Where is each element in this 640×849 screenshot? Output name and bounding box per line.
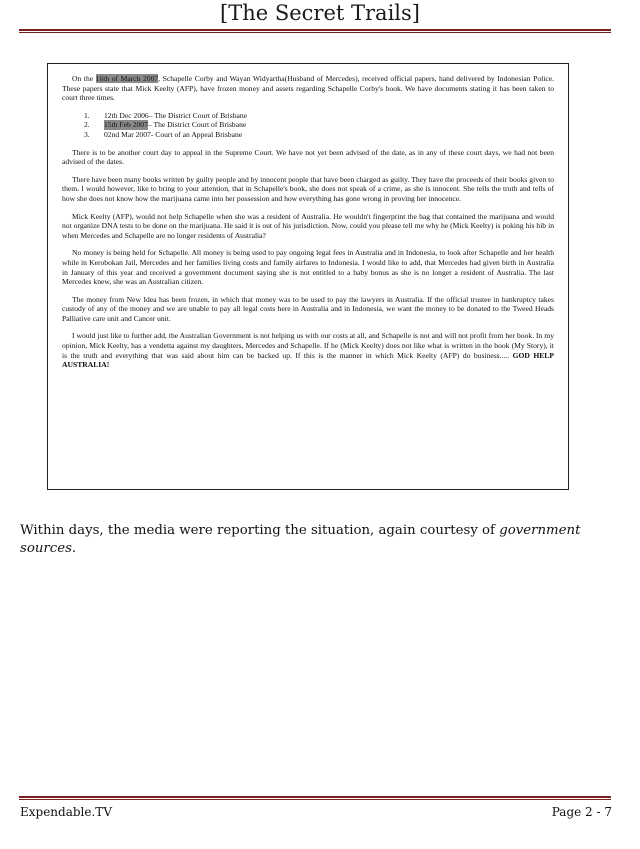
court-item-text: - Court of an Appeal Brisbane <box>150 129 243 139</box>
body-paragraph <box>20 522 616 558</box>
letter-paragraph-5: No money is being held for Schapelle. All money is being used to pay ongoing legal fees in Australia and in Indonesia, to look after Schapelle and her health while in Kerobokan Jail, Mercedes and her families living costs and family airfares to Indonesia. I would like to add, that Mercedes had given birth in Australia in January of this year and received a government document saying she is not entitled to a baby bonus as she is no longer a resident of Australia. The last Mercedes knew, she was an Australian citizen. <box>62 248 554 287</box>
letter-p1-body: , Schapelle Corby and Wayan Widyartha(Husband of Mercedes), received official papers, hand delivered by Indonesian Police. These papers state that Mick Keelty (AFP), have frozen money and assets regarding Schapelle Corby's book. We have documents stating it has been taken to court three times. <box>62 74 554 103</box>
footer-rule-thin <box>19 799 611 800</box>
letter-paragraph-3: There have been many books written by guilty people and by innocent people that have been charged as guilty. They have the proceeds of their books given to them. I would however, like to bring to your attention, that in Schapelle's book, she does not speak of a crime, as she is innocent. She tells the truth and tells of how she does not know how the marijuana came into her possession and how everything has gone wrong in proving her innocence. <box>62 174 554 203</box>
letter-paragraph-1 <box>62 74 554 103</box>
court-date-item <box>84 130 554 140</box>
highlighted-date: 16th of March 2007 <box>95 74 159 83</box>
court-date-item <box>84 111 554 121</box>
body-emphasis: government sources <box>20 523 581 556</box>
body-text: Within days, the media were reporting the situation, again courtesy of <box>20 523 500 538</box>
header-rule <box>19 29 611 31</box>
scanned-letter-image <box>47 63 569 490</box>
header-rule-thin <box>19 32 611 33</box>
letter-paragraph-4: Mick Keelty (AFP), would not help Schapelle when she was a resident of Australia. He wouldn't fingerprint the bag that contained the marijuana and would not organize DNA tests to be done on the marijuana. He said it is out of his jurisdiction. Now, could you please tell me why he (Mick Keelty) is poking his bib in when Mercedes and Schapelle are no longer residents of Australia? <box>62 211 554 240</box>
court-dates-list <box>62 111 554 140</box>
letter-closing-exclamation: GOD HELP AUSTRALIA! <box>62 350 554 370</box>
letter-paragraph-2: There is to be another court day to appeal in the Supreme Court. We have not yet been advised of the date, as in any of these court days, we had not been advised of the dates. <box>62 147 554 167</box>
court-date-item <box>84 120 554 130</box>
letter-paragraph-6: The money from New Idea has been frozen, in which that money was to be used to pay the lawyers in Australia. If the official trustee in bankruptcy takes custody of any of the money and we are unable to pay all legal costs here in Australia and in Indonesia, we want the money to be donated to the Tweed Heads Palliative care unit and Cancer unit. <box>62 294 554 323</box>
court-item-number: 1. <box>84 110 90 120</box>
footer-rule <box>19 796 611 798</box>
court-item-date: 02nd Mar 2007 <box>104 129 151 139</box>
letter-paragraph-7 <box>62 331 554 369</box>
court-item-text: – The District Court of Brisbane <box>147 120 247 130</box>
letter-p7-body: I would just like to further add, the Australian Government is not helping us with our costs at all, and Schapelle is not and will not profit from her book. In my opinion, Mick Keelty, has a vendetta against my daughters, Mercedes and Schapelle. If he (Mick Keelty) does not like what is written in the book (My Story), it is the truth and everything that was said about him can be backed up. If this is the manner in which Mick Keelty (AFP) do business..... <box>62 331 554 360</box>
letter-p1-intro: On the <box>72 74 96 83</box>
body-text-end: . <box>71 541 77 556</box>
document-header-title: [The Secret Trails] <box>220 1 420 25</box>
court-item-number: 2. <box>84 120 90 130</box>
footer-site-name: Expendable.TV <box>20 805 112 819</box>
court-item-number: 3. <box>84 129 90 139</box>
footer-page-number: Page 2 - 7 <box>551 805 612 819</box>
court-item-text: – The District Court of Brisbane <box>148 110 248 120</box>
court-item-date-highlighted: 15th Feb 2007 <box>104 120 148 130</box>
court-item-date: 12th Dec 2006 <box>104 110 149 120</box>
